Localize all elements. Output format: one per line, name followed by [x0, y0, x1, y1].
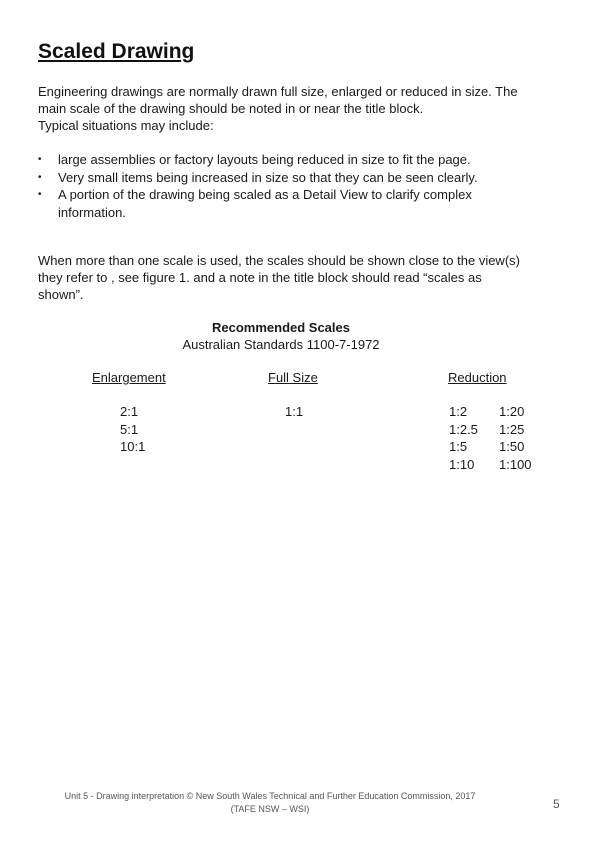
- scale-value: 1:2: [449, 404, 468, 419]
- list-item: [38, 151, 563, 169]
- situations-list: [38, 151, 563, 221]
- note-line-3: shown”.: [38, 287, 84, 302]
- scale-value: 5:1: [120, 421, 139, 437]
- bullet-icon: •: [38, 154, 42, 165]
- scale-value: 1:25: [499, 421, 525, 437]
- scale-value: 1:2.5: [449, 421, 478, 437]
- page-footer: [0, 790, 540, 816]
- scale-value: 1:20: [499, 404, 525, 419]
- list-item-text: Very small items being increased in size so that they can be seen clearly.: [58, 169, 478, 185]
- scale-value: 1:100: [499, 456, 532, 472]
- intro-line-1: Engineering drawings are normally drawn full size, enlarged or reduced in size. The: [38, 84, 518, 99]
- list-item: [38, 169, 563, 187]
- footer-copyright: Unit 5 - Drawing interpretation © New South Wales Technical and Further Education Commission, 2017: [64, 791, 476, 801]
- list-item-text: A portion of the drawing being scaled as a Detail View to clarify complex: [58, 187, 472, 202]
- page-number: 5: [553, 797, 560, 811]
- footer-org: (TAFE NSW – WSI): [230, 804, 310, 814]
- scale-value: 10:1: [120, 439, 146, 454]
- note-line-2: they refer to , see figure 1. and a note in the title block should read “scales as: [38, 270, 482, 285]
- intro-paragraph: [38, 83, 563, 134]
- list-item-text-continued: information.: [58, 204, 126, 220]
- scale-value: 1:5: [449, 439, 468, 454]
- reduction-grid: [449, 403, 559, 473]
- intro-line-2: main scale of the drawing should be noted in or near the title block.: [38, 101, 424, 116]
- list-item-text: large assemblies or factory layouts being reduced in size to fit the page.: [58, 152, 471, 167]
- reduction-header: Reduction: [448, 370, 507, 385]
- scale-value: 1:10: [449, 456, 475, 472]
- scale-value: 1:50: [499, 439, 525, 454]
- full-size-list: [285, 403, 303, 421]
- scale-value: 2:1: [120, 404, 139, 419]
- note-paragraph: [38, 252, 563, 303]
- scale-value: 1:1: [285, 404, 304, 419]
- intro-line-3: Typical situations may include:: [38, 118, 214, 133]
- page-title: Scaled Drawing: [38, 40, 195, 63]
- full-size-header: Full Size: [268, 370, 318, 385]
- enlargement-header: Enlargement: [92, 370, 166, 385]
- enlargement-list: [120, 403, 145, 456]
- bullet-icon: •: [38, 189, 42, 200]
- scales-title: Recommended Scales: [211, 320, 350, 335]
- bullet-icon: •: [38, 171, 42, 183]
- list-item: [38, 186, 563, 221]
- note-line-1: When more than one scale is used, the scales should be shown close to the view(s): [38, 253, 520, 268]
- scales-subtitle: Australian Standards 1100-7-1972: [182, 337, 380, 352]
